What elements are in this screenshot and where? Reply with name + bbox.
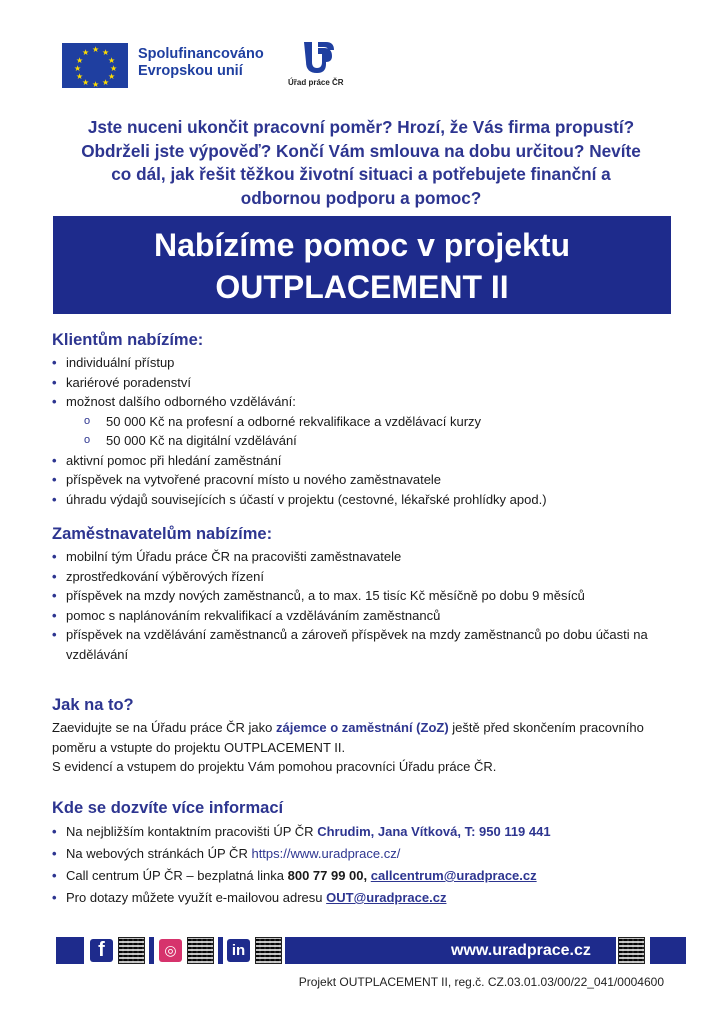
info-section [52,797,682,909]
qr-code-linkedin[interactable] [256,938,281,963]
linkedin-icon[interactable]: in [227,939,250,962]
intro-questions: Jste nuceni ukončit pracovní poměr? Hrozí, že Vás firma propustí? Obdrželi jste výpověď? Končí Vám smlouva na dobu určitou? Nevíte co dál, jak řešit těžkou životní situaci a potřebujete finanční a odbornou podporu a pomoc? [81,117,641,208]
list-item: • individuální přístup [52,353,682,373]
up-logo-icon [298,40,336,74]
sub-list-item: o 50 000 Kč na digitální vzdělávání [84,431,682,451]
list-item: • příspěvek na vytvořené pracovní místo u nového zaměstnavatele [52,470,682,490]
qr-code-website[interactable] [619,938,644,963]
call-centre-phone: 800 77 99 00, [287,868,368,883]
info-heading: Kde se dozvíte více informací [52,799,284,817]
banner-line1: Nabízíme pomoc v projektu [153,227,571,263]
list-item: • Call centrum ÚP ČR – bezplatná linka 800 77 99 00, callcentrum@uradprace.cz [52,865,682,887]
bar-block [650,937,686,964]
out-email-link[interactable]: OUT@uradprace.cz [326,890,447,905]
project-banner [53,216,671,314]
eu-cofinanced-text: Spolufinancováno Evropskou unií [138,46,264,79]
clients-section [52,329,682,509]
bar-block [56,937,84,964]
list-item: • úhradu výdajů souvisejících s účastí v projektu (cestovné, lékařské prohlídky apod.) [52,490,682,510]
up-logo-label: Úřad práce ČR [288,78,344,87]
qr-code-facebook[interactable] [119,938,144,963]
sub-list-item: o 50 000 Kč na profesní a odborné rekvalifikace a vzdělávací kurzy [84,412,682,432]
list-item: • příspěvek na mzdy nových zaměstnanců, a to max. 15 tisíc Kč měsíčně po dobu 9 měsíců [52,586,652,606]
list-item: • Pro dotazy můžete využít e-mailovou adresu OUT@uradprace.cz [52,887,682,909]
website-label[interactable]: www.uradprace.cz [451,942,591,959]
list-item: • Na nejbližším kontaktním pracovišti ÚP ČR Chrudim, Jana Vítková, T: 950 119 441 [52,821,682,843]
website-link[interactable]: https://www.uradprace.cz/ [251,846,401,861]
footer-bar [56,937,686,964]
list-item: • kariérové poradenství [52,373,682,393]
callcentrum-email-link[interactable]: callcentrum@uradprace.cz [370,868,537,883]
list-item: • Na webových stránkách ÚP ČR https://www.uradprace.cz/ [52,843,682,865]
facebook-icon[interactable]: f [90,939,113,962]
bar-block [149,937,154,964]
howto-text: Zaevidujte se na Úřadu práce ČR jako zájemce o zaměstnání (ZoZ) ještě před skončením pracovního poměru a vstupte do projektu OUTPLACEMENT II. S evidencí a vstupem do projektu Vám pomohou pracovníci Úřadu práce ČR. [52,720,644,774]
clients-heading: Klientům nabízíme: [52,331,204,349]
qr-code-instagram[interactable] [188,938,213,963]
list-item: • mobilní tým Úřadu práce ČR na pracovišti zaměstnavatele [52,547,652,567]
instagram-icon[interactable]: ◎ [159,939,182,962]
list-item: • příspěvek na vzdělávání zaměstnanců a zároveň příspěvek na mzdy zaměstnanců po dobu účasti na vzdělávání [52,625,652,664]
list-item: • aktivní pomoc při hledání zaměstnání [52,451,682,471]
employers-heading: Zaměstnavatelům nabízíme: [52,525,273,543]
list-item: • pomoc s naplánováním rekvalifikací a vzděláváním zaměstnanců [52,606,652,626]
bar-block [218,937,223,964]
eu-flag-logo: ★ ★ ★ ★ ★ ★ ★ ★ ★ ★ ★ ★ [62,43,128,88]
list-item: • zprostředkování výběrových řízení [52,567,652,587]
banner-line2: OUTPLACEMENT II [215,269,509,305]
howto-heading: Jak na to? [52,696,134,714]
contact-office: Chrudim, Jana Vítková, T: 950 119 441 [317,824,551,839]
employers-section [52,523,652,664]
project-registration: Projekt OUTPLACEMENT II, reg.č. CZ.03.01.03/00/22_041/0004600 [298,975,664,989]
howto-section [52,694,672,777]
list-item: • možnost dalšího odborného vzdělávání: o 50 000 Kč na profesní a odborné rekvalifikace a vzdělávací kurzy o 50 000 Kč na digitální vzdělávání [52,392,682,451]
